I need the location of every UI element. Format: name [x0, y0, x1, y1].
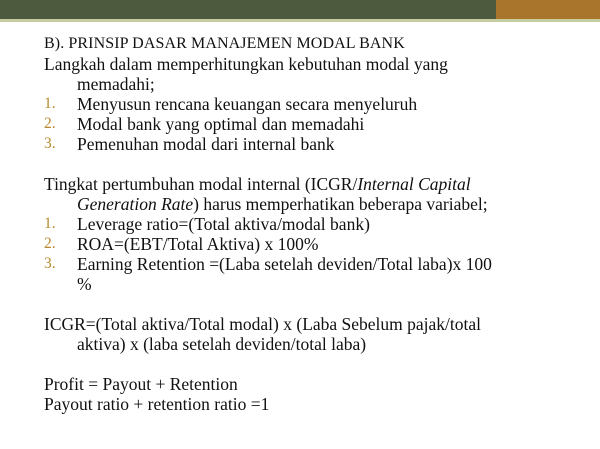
list-item: [44, 114, 584, 134]
slide-heading: B). PRINSIP DASAR MANAJEMEN MODAL BANK: [44, 35, 405, 52]
section2-intro-italic: Internal Capital: [357, 174, 471, 194]
list-item-continuation: %: [77, 274, 92, 294]
section2-intro-italic: Generation Rate: [77, 194, 194, 214]
section2-intro-line1: [44, 174, 584, 194]
list-item-text: Earning Retention =(Laba setelah deviden/Total laba)x 100: [77, 254, 492, 274]
profit-formula: Profit = Payout + Retention: [44, 374, 238, 394]
payout-ratio-formula: Payout ratio + retention ratio =1: [44, 394, 270, 414]
list-number: 1.: [44, 95, 56, 112]
icgr-formula-line1: ICGR=(Total aktiva/Total modal) x (Laba Sebelum pajak/total: [44, 314, 482, 334]
list-item: [44, 214, 584, 234]
section1-intro-line2: memadahi;: [77, 74, 155, 94]
icgr-formula-line2: aktiva) x (laba setelah deviden/total laba): [77, 334, 367, 354]
list-item-text: Pemenuhan modal dari internal bank: [77, 134, 335, 154]
list-item-text: Menyusun rencana keuangan secara menyeluruh: [77, 94, 418, 114]
list-number: 2.: [44, 115, 56, 132]
list-number: 3.: [44, 255, 56, 272]
list-item-text: Leverage ratio=(Total aktiva/modal bank): [77, 214, 370, 234]
section2-intro-text: ) harus memperhatikan beberapa variabel;: [193, 194, 488, 214]
slide-header-bar: [0, 0, 600, 22]
list-item: [44, 234, 584, 254]
list-number: 1.: [44, 215, 56, 232]
list-number: 3.: [44, 135, 56, 152]
list-item-text: Modal bank yang optimal dan memadahi: [77, 114, 365, 134]
list-item: [44, 134, 584, 154]
list-item-text: ROA=(EBT/Total Aktiva) x 100%: [77, 234, 319, 254]
list-item: [44, 254, 584, 274]
slide-body: [44, 34, 584, 414]
header-stripe: [0, 19, 600, 22]
list-item: [44, 94, 584, 114]
section2-intro-text: Tingkat pertumbuhan modal internal (ICGR/: [44, 174, 358, 194]
list-number: 2.: [44, 235, 56, 252]
section1-intro-line1: Langkah dalam memperhitungkan kebutuhan modal yang: [44, 54, 448, 74]
header-accent-block: [496, 0, 600, 19]
section2-intro-line2: [44, 194, 584, 214]
